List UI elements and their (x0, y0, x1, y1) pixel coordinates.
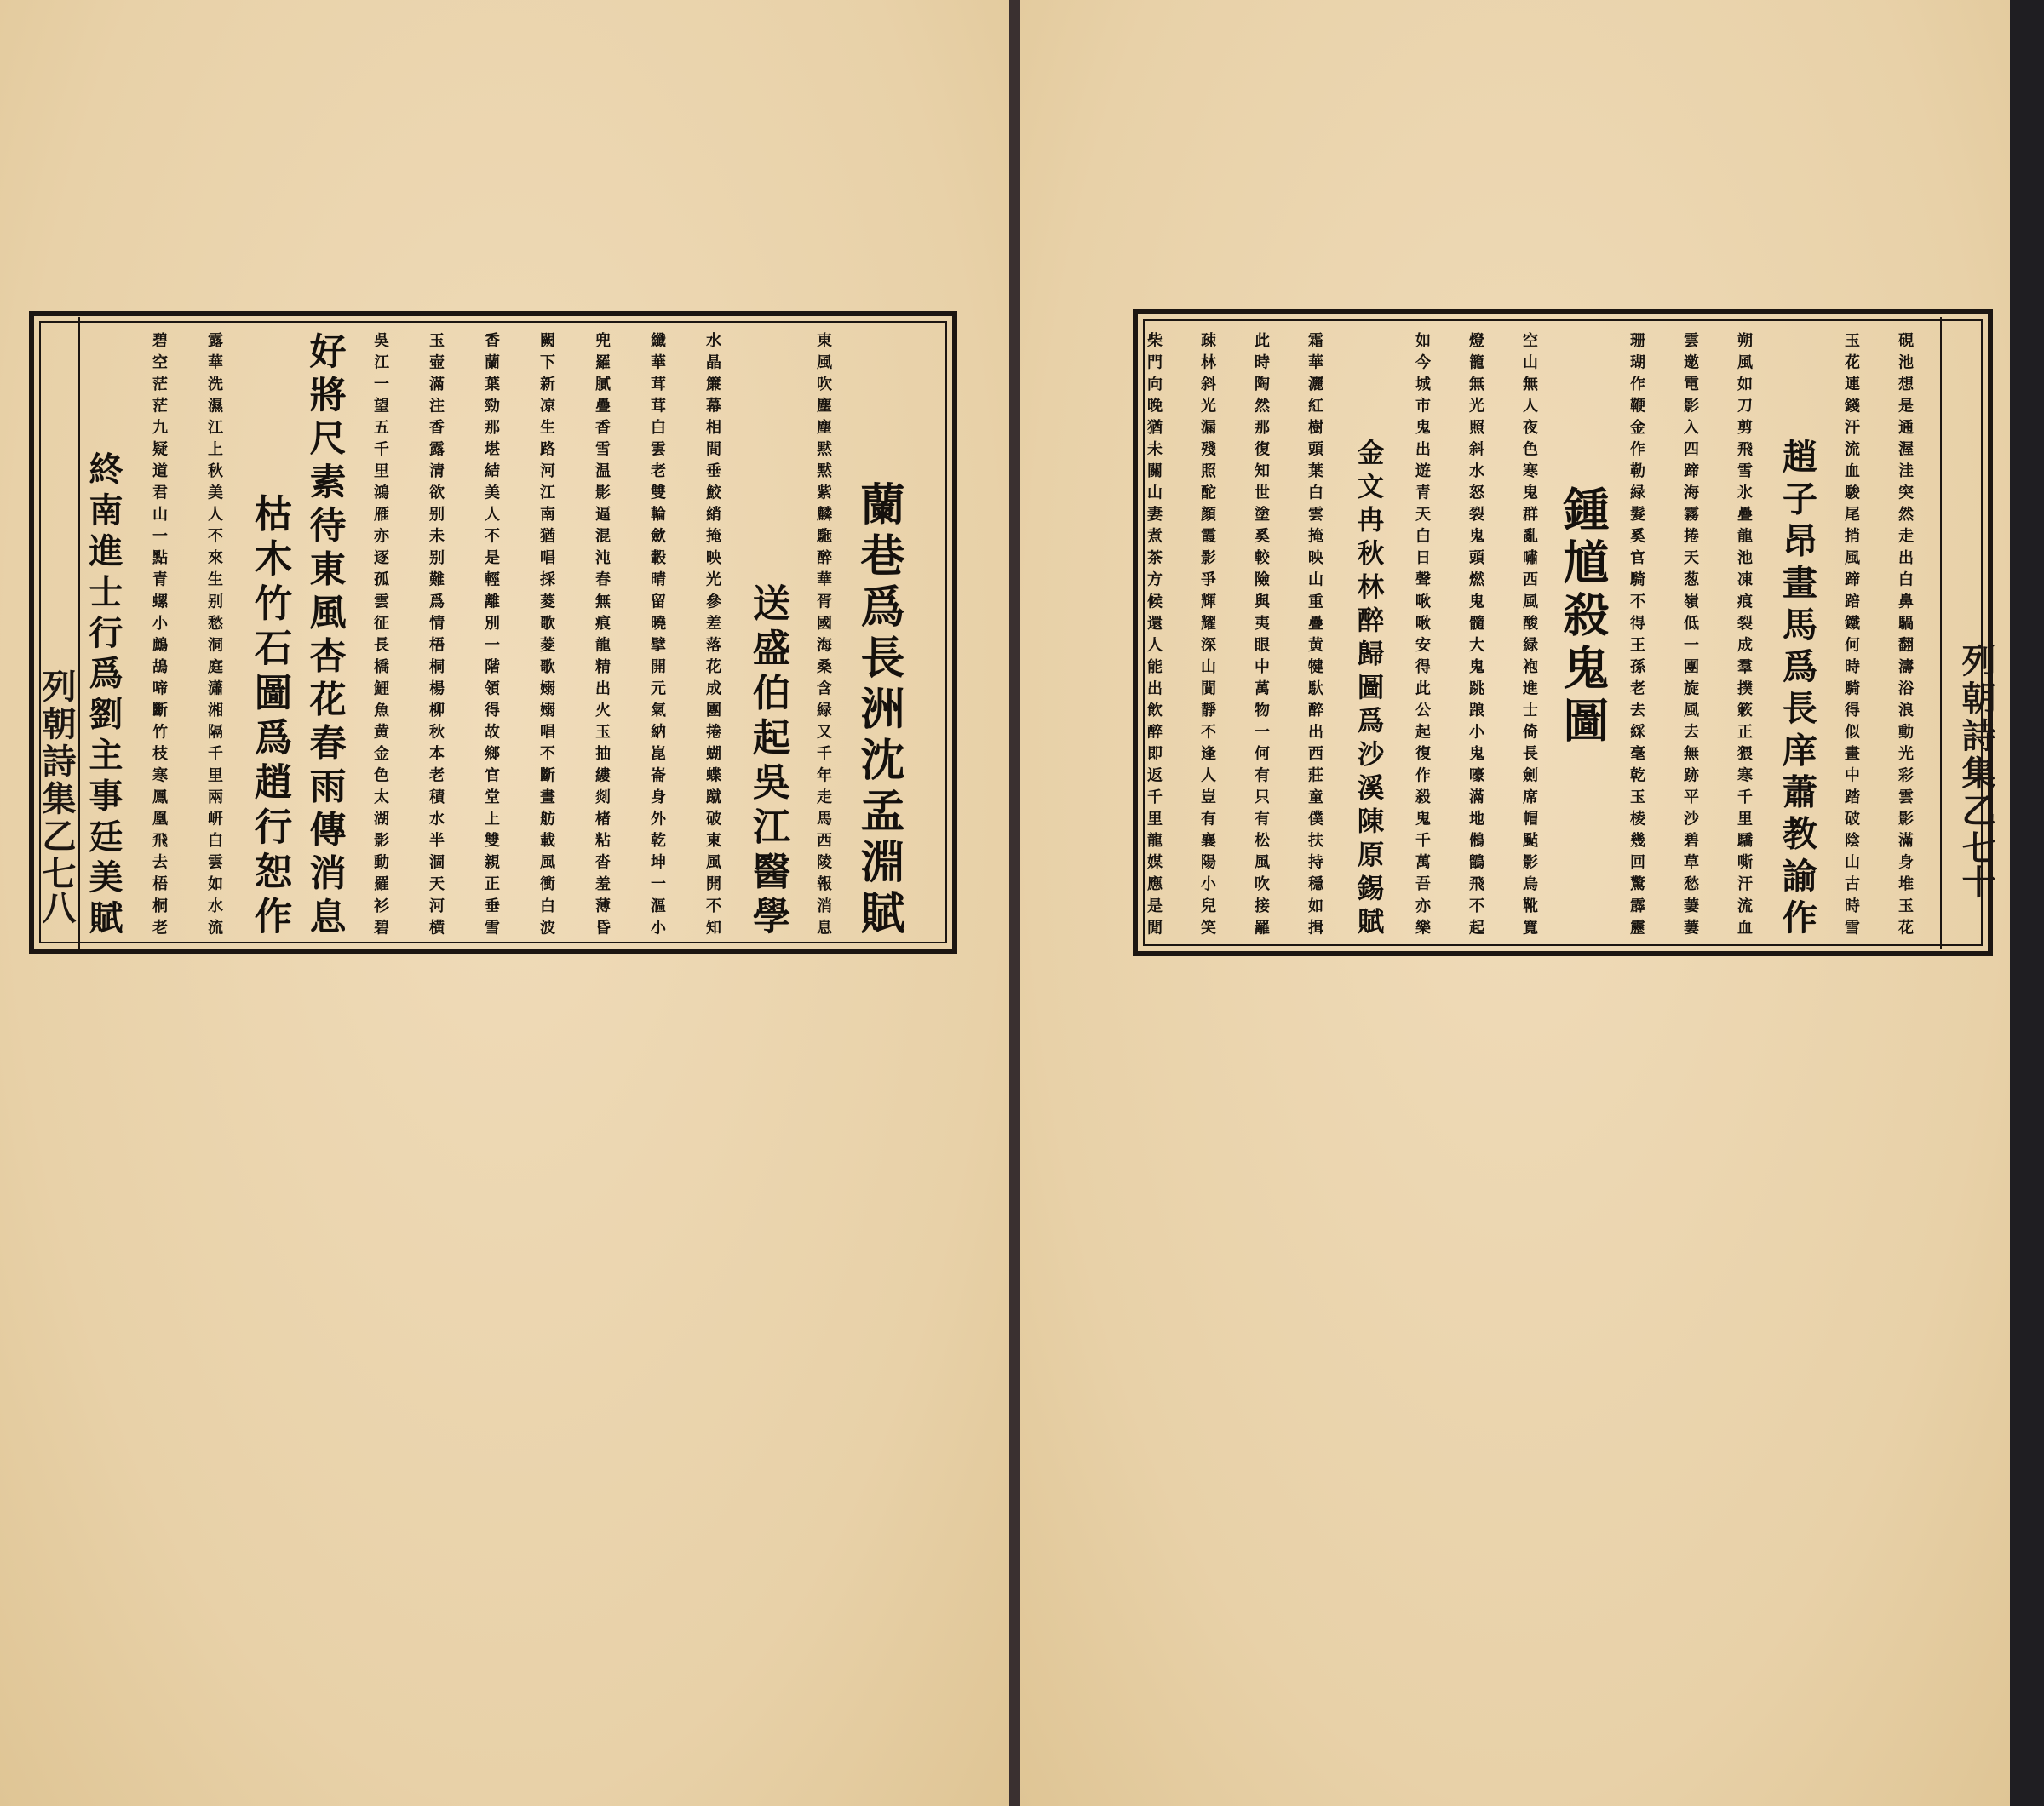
left-col-15: 終南進士行爲劉主事廷美賦 (83, 451, 123, 941)
right-col-8: 空山無人夜色寒鬼群亂嘯西風酸緑袍進士倚長劍席帽颭影烏靴寬 (1520, 332, 1538, 941)
left-col-12: 枯木竹石圖爲趙行恕作 (248, 494, 291, 941)
left-fold-page: 八 (37, 890, 76, 927)
right-col-10: 如今城市鬼出遊青天白日聲啾啾安得此公起復作殺鬼千萬吾亦樂 (1413, 332, 1431, 941)
right-fold-divider (1940, 317, 1942, 949)
right-fold-page: 十 (1956, 864, 1995, 902)
right-col-2: 玉花連錢汗流血駿尾捎風蹄踣鐵何時騎得似畫中踏破陰山古時雪 (1842, 332, 1860, 941)
right-col-4: 朔風如刀剪飛雪氷疊龍池凍痕裂成羣撲簌正猥寒千里驕嘶汗流血 (1735, 332, 1753, 941)
left-col-4: 水晶簾幕相間垂鮫綃掩映光參差落花成團捲蝴蝶蹴破東風開不知 (703, 332, 721, 941)
left-fold-divider (78, 317, 80, 949)
background-edge (2010, 0, 2044, 1806)
right-col-5: 雲邀電影入四蹄海霧捲天葱嶺低一團旋風去無跡平沙碧草愁萋萋 (1681, 332, 1699, 941)
left-col-11: 好將尺素待東風杏花春雨傳消息 (303, 332, 346, 941)
left-col-13: 露華洗濕江上秋美人不來生别愁洞庭瀟湘隔千里兩岍白雲如水流 (205, 332, 223, 941)
right-col-7: 鍾馗殺鬼圖 (1556, 485, 1610, 749)
left-fold-title: 列朝詩集乙七 (37, 668, 76, 893)
right-fold-title: 列朝詩集乙七 (1956, 643, 1995, 868)
left-col-10: 吳江一望五千里鴻雁亦逐孤雲征長橋鯉魚黄金色太湖影動羅衫碧 (371, 332, 389, 941)
left-col-5: 纖華茸茸白雲老雙輪歛轂晴留曉擘開元氣納崑崙身外乾坤一漚小 (648, 332, 666, 941)
right-col-13: 此時陶然那復知世塗奚較險與夷眼中萬物一何有只有松風吹接䍦 (1252, 332, 1270, 941)
right-col-11: 金文冉秋林醉歸圖爲沙溪陳原錫賦 (1352, 439, 1383, 941)
right-col-9: 燈籠無光照斜水怒裂鬼頭燃鬼髓大鬼跳踉小鬼嚎滿地鵂鶹飛不起 (1467, 332, 1484, 941)
left-col-7: 闕下新凉生路河江南猶唱採菱歌菱歌嫋嫋唱不斷畫舫載風衝白波 (537, 332, 555, 941)
right-col-3: 趙子昂畫馬爲長庠蕭教諭作 (1777, 439, 1817, 941)
right-col-12: 霜華灑紅樹頭葉白雲掩映山重疊黄犍馱醉出西莊童僕扶持穩如揖 (1306, 332, 1323, 941)
left-col-2: 東風吹塵塵黙黙紫麟駞醉華胥國海桑含緑又千年走馬西陵報消息 (814, 332, 832, 941)
right-col-6: 珊瑚作鞭金作勒緑髮奚官騎不得王孫老去綵毫乾玉棱幾回驚霹靂 (1628, 332, 1645, 941)
left-col-9: 玉壺滿注香露清欲别未别難爲情梧桐楊柳秋本老積水半涸天河横 (427, 332, 445, 941)
right-col-15: 柴門向晚猶未關山妻煮茶方候還人能出飲醉即返千里龍媒應是閒 (1145, 332, 1163, 941)
left-col-1: 蘭巷爲長洲沈孟淵賦 (853, 481, 904, 941)
left-col-8: 香蘭葉勁那堪結美人不是輕離別一階領得故鄉官堂上雙親正垂雪 (482, 332, 500, 941)
right-col-1: 硯池想是通渥洼突然走出白鼻騧翻濤浴浪動光彩雲影滿身堆玉花 (1896, 332, 1914, 941)
left-col-6: 兜羅膩疊香雪温影逼混沌春無痕龍精出火玉抽縷剡楮粘沓羞薄昏 (593, 332, 611, 941)
left-col-3: 送盛伯起吳江醫學 (746, 583, 789, 941)
left-col-14: 碧空茫茫九疑道君山一點青螺小鷓鴣啼斷竹枝寒鳳凰飛去梧桐老 (150, 332, 168, 941)
book-gutter (1009, 0, 1020, 1806)
right-col-14: 疎林斜光漏殘照酡顔霞影爭輝耀深山閴靜不逢人豈有襄陽小兒笑 (1198, 332, 1216, 941)
